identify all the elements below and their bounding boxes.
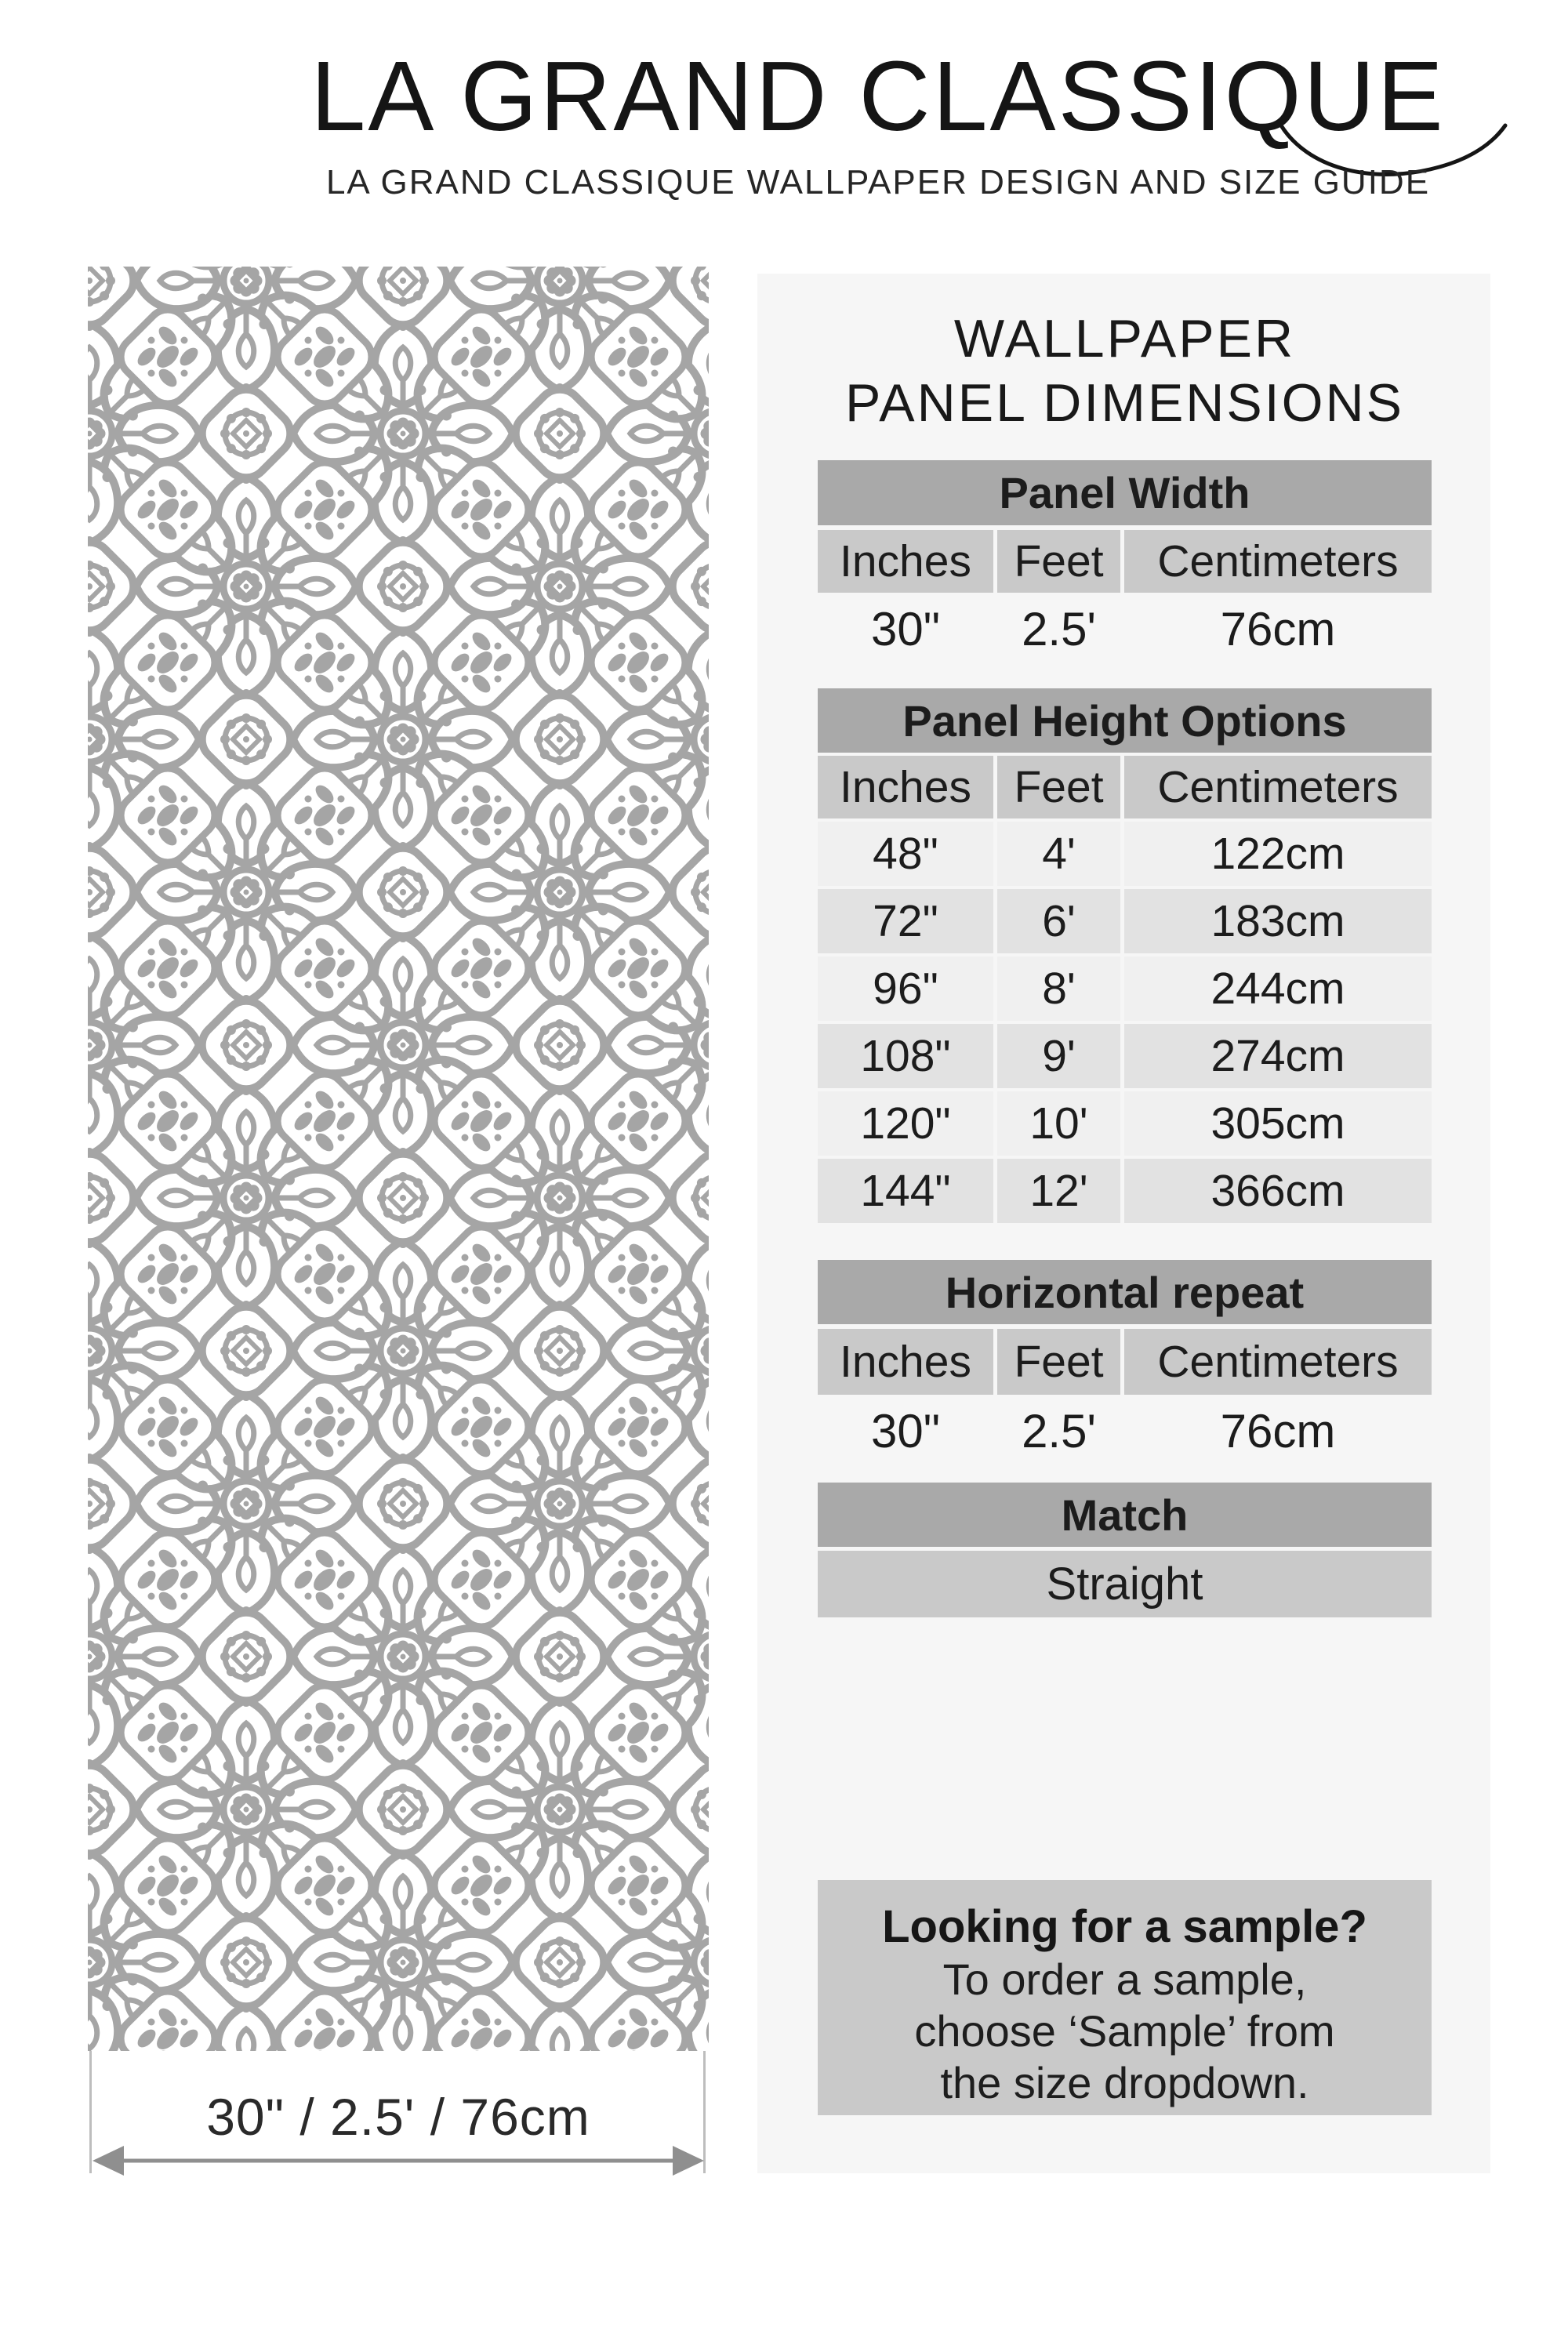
panel-width-header: Panel Width <box>818 460 1432 525</box>
value-cell: 8' <box>997 956 1120 1021</box>
column-header: Inches <box>818 530 993 593</box>
value-cell: 30" <box>870 602 941 655</box>
panel-heading-line1: WALLPAPER <box>953 309 1296 368</box>
table-row <box>818 956 1432 1021</box>
table-row <box>818 1159 1432 1223</box>
value-cell: 305cm <box>1124 1091 1432 1156</box>
table-row <box>818 1024 1432 1088</box>
value-cell: 12' <box>997 1159 1120 1223</box>
mandala-pattern-icon <box>88 267 709 2051</box>
panel-heading-line2: PANEL DIMENSIONS <box>844 373 1405 433</box>
horizontal-repeat-values <box>818 1398 1432 1464</box>
column-header: Inches <box>818 1329 993 1395</box>
sample-box-line: choose ‘Sample’ from <box>914 2006 1335 2056</box>
column-header: Feet <box>997 1329 1120 1395</box>
brand-title: LA GRAND CLASSIQUE <box>310 41 1446 151</box>
value-cell: 244cm <box>1124 956 1432 1021</box>
value-cell: 6' <box>997 889 1120 953</box>
panel-width-values <box>818 596 1432 662</box>
value-cell: 120" <box>818 1091 993 1156</box>
sample-info-box <box>818 1880 1432 2115</box>
value-cell: 274cm <box>1124 1024 1432 1088</box>
column-header: Inches <box>818 756 993 818</box>
horizontal-repeat-column-headers <box>818 1329 1432 1395</box>
value-cell: 72" <box>818 889 993 953</box>
column-header: Feet <box>997 530 1120 593</box>
value-cell: 183cm <box>1124 889 1432 953</box>
sample-box-title: Looking for a sample? <box>882 1901 1367 1952</box>
value-cell: 10' <box>997 1091 1120 1156</box>
value-cell: 30" <box>870 1404 941 1457</box>
value-cell: 2.5' <box>1022 1404 1096 1457</box>
table-row <box>818 1091 1432 1156</box>
table-row <box>818 822 1432 886</box>
column-header: Centimeters <box>1124 1329 1432 1395</box>
match-value: Straight <box>818 1551 1432 1617</box>
value-cell: 2.5' <box>1022 602 1096 655</box>
panel-width-column-headers <box>818 530 1432 593</box>
panel-height-column-headers <box>818 756 1432 818</box>
panel-height-header: Panel Height Options <box>818 688 1432 753</box>
value-cell: 48" <box>818 822 993 886</box>
panel-heading <box>818 307 1432 435</box>
swatch-width-label: 30" / 2.5' / 76cm <box>206 2088 590 2146</box>
width-arrow-icon <box>88 2137 709 2184</box>
column-header: Centimeters <box>1124 756 1432 818</box>
sample-box-line: the size dropdown. <box>940 2058 1309 2107</box>
value-cell: 122cm <box>1124 822 1432 886</box>
sample-box-line: To order a sample, <box>942 1955 1307 2004</box>
brand-subtitle: LA GRAND CLASSIQUE WALLPAPER DESIGN AND SIZE GUIDE <box>325 163 1431 201</box>
value-cell: 108" <box>818 1024 993 1088</box>
value-cell: 76cm <box>1220 602 1336 655</box>
value-cell: 96" <box>818 956 993 1021</box>
value-cell: 144" <box>818 1159 993 1223</box>
wallpaper-swatch <box>88 267 709 2051</box>
horizontal-repeat-header: Horizontal repeat <box>818 1260 1432 1324</box>
value-cell: 76cm <box>1220 1404 1336 1457</box>
value-cell: 4' <box>997 822 1120 886</box>
dimensions-panel <box>757 274 1490 2173</box>
match-header: Match <box>818 1483 1432 1547</box>
value-cell: 9' <box>997 1024 1120 1088</box>
table-row <box>818 889 1432 953</box>
value-cell: 366cm <box>1124 1159 1432 1223</box>
column-header: Feet <box>997 756 1120 818</box>
column-header: Centimeters <box>1124 530 1432 593</box>
